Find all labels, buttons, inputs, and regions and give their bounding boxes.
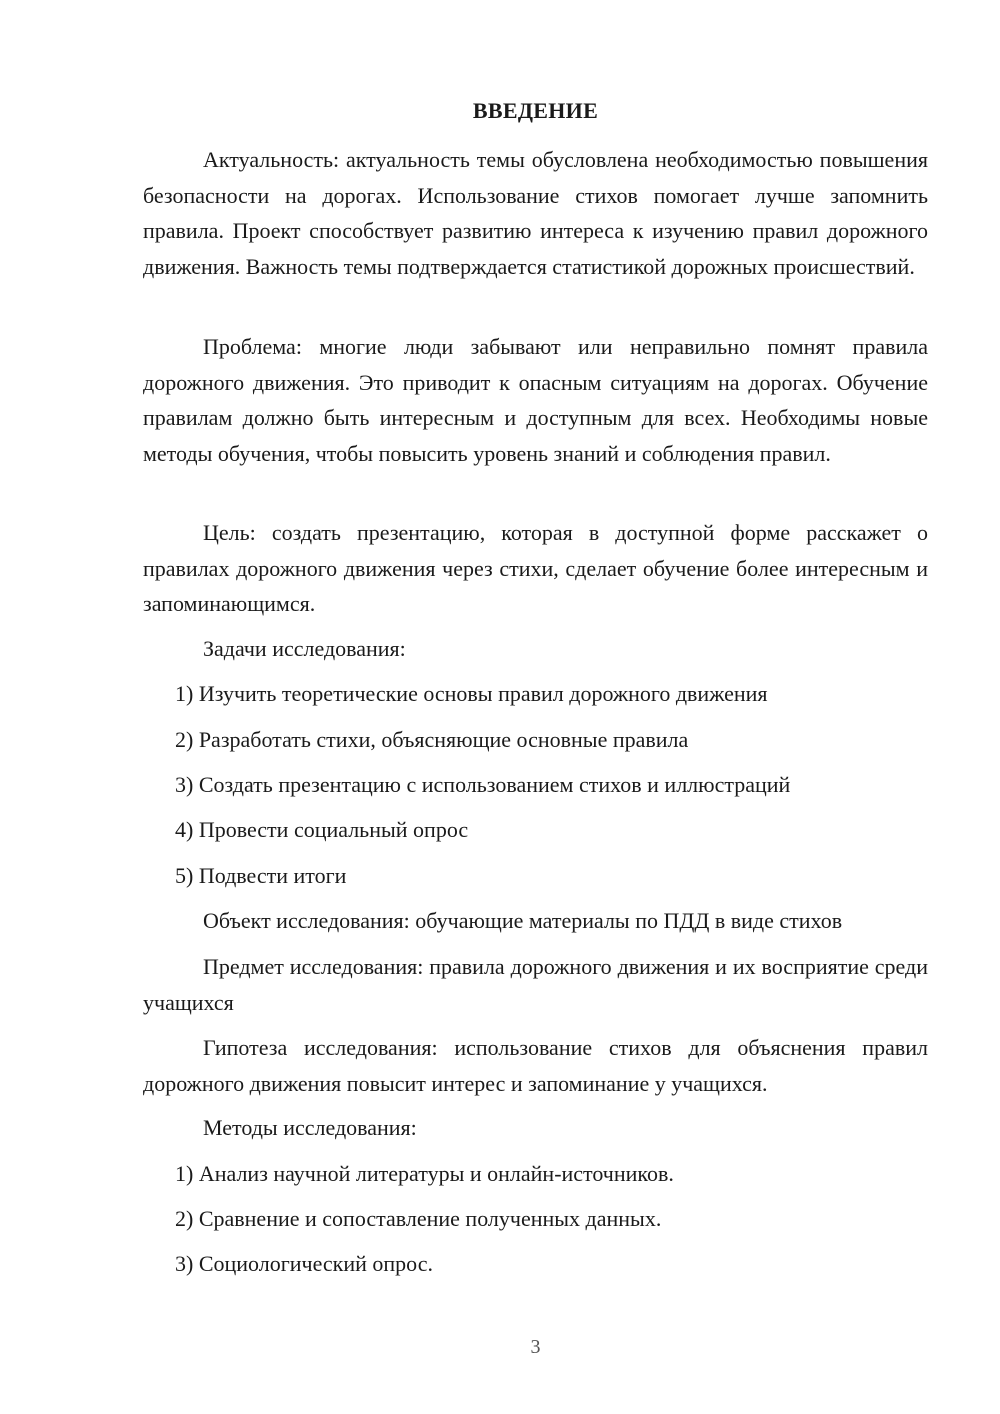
page-number: 3 xyxy=(530,1336,541,1358)
method-item: 1) Анализ научной литературы и онлайн-источников. xyxy=(175,1161,674,1186)
document-page xyxy=(143,0,928,1414)
hypothesis-paragraph: Гипотеза исследования: использование стихов для объяснения правил дорожного движения повысит интерес и запоминание у учащихся. xyxy=(143,1035,928,1096)
goal-paragraph: Цель: создать презентацию, которая в доступной форме расскажет о правилах дорожного движения через стихи, сделает обучение более интересным и запоминающимся. xyxy=(143,520,928,616)
methods-heading: Методы исследования: xyxy=(203,1115,417,1140)
task-item: 3) Создать презентацию с использованием стихов и иллюстраций xyxy=(175,772,791,797)
page-title: ВВЕДЕНИЕ xyxy=(472,98,599,123)
object-paragraph: Объект исследования: обучающие материалы по ПДД в виде стихов xyxy=(203,908,843,933)
relevance-paragraph: Актуальность: актуальность темы обусловлена необходимостью повышения безопасности на дорогах. Использование стихов помогает лучше запомнить правила. Проект способствует развитию интереса к изучению правил дорожного движения. Важность темы подтверждается статистикой дорожных происшествий. xyxy=(143,147,928,279)
task-item: 5) Подвести итоги xyxy=(175,863,347,888)
task-item: 4) Провести социальный опрос xyxy=(175,817,469,842)
problem-paragraph: Проблема: многие люди забывают или неправильно помнят правила дорожного движения. Это приводит к опасным ситуациям на дорогах. Обучение правилам должно быть интересным и доступным для всех. Необходимы новые методы обучения, чтобы повысить уровень знаний и соблюдения правил. xyxy=(143,334,928,466)
subject-paragraph: Предмет исследования: правила дорожного движения и их восприятие среди учащихся xyxy=(143,954,928,1015)
task-item: 1) Изучить теоретические основы правил дорожного движения xyxy=(175,681,768,706)
method-item: 3) Социологический опрос. xyxy=(175,1251,433,1276)
task-item: 2) Разработать стихи, объясняющие основные правила xyxy=(175,727,689,752)
method-item: 2) Сравнение и сопоставление полученных данных. xyxy=(175,1206,662,1231)
tasks-heading: Задачи исследования: xyxy=(203,636,406,661)
